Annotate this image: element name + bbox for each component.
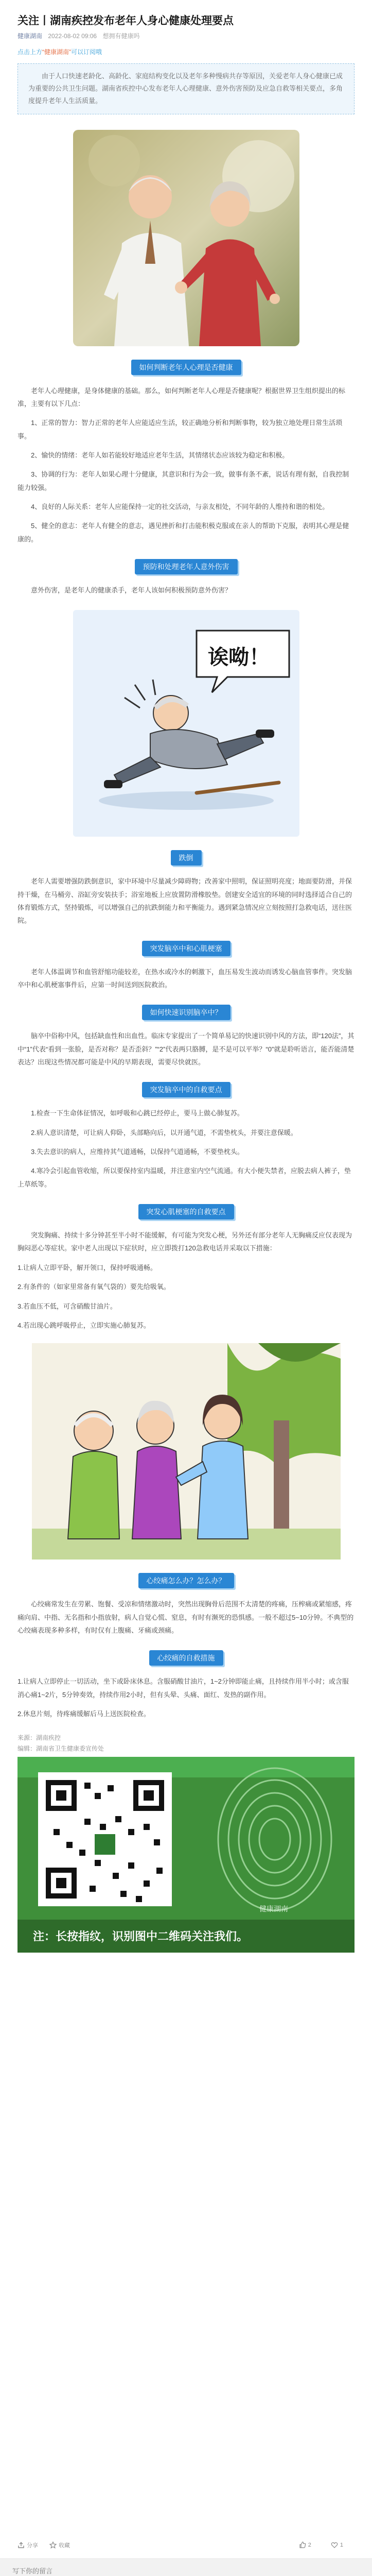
section-heading-stroke-mi: 突发脑卒中和心肌梗塞 (142, 941, 231, 956)
section-heading-mi-selfhelp: 突发心肌梗塞的自救要点 (138, 1204, 234, 1219)
section-6-point-1: 1.检查一下生命体征情况，如呼吸和心跳已经停止，要马上做心肺复苏。 (31, 1109, 244, 1117)
follow-pre: 点击上方 (17, 48, 43, 56)
like-count: 2 (308, 2542, 311, 2548)
family-image (32, 1343, 341, 1560)
share-label: 分享 (27, 2543, 38, 2549)
article-title: 关注丨湖南疾控发布老年人身心健康处理要点 (17, 15, 234, 27)
section-heading-identify-stroke: 如何快速识别脑卒中？ (142, 1005, 231, 1020)
article-action-bar (0, 2535, 372, 2555)
share-button[interactable] (17, 2541, 38, 2549)
qr-code-banner[interactable] (17, 1757, 355, 1953)
elderly-couple-image (73, 130, 299, 346)
editor-line: 编辑：湖南省卫生健康委宣传处 (17, 1744, 104, 1752)
section-7-point-1: 1.让病人立即平卧，解开领口，保持呼吸通畅。 (17, 1263, 157, 1272)
follow-account[interactable]: “健康湖南” (42, 48, 72, 56)
section-1-intro: 老年人心理健康，是身体健康的基础。那么，如何判断老年人心理是否健康呢？根据世界卫生组织提出的标准，主要有以下几点： (17, 386, 346, 408)
heart-icon (331, 2541, 338, 2549)
thumbs-up-icon (299, 2541, 306, 2549)
intro-box (17, 63, 355, 114)
section-heading-mental-health: 如何判断老年人心理是否健康 (131, 360, 241, 375)
author-link[interactable]: 健康湖南 (17, 32, 43, 40)
section-7-text: 突发胸痛、持续十多分钟甚至半小时不能缓解，有可能为突发心梗，另外还有部分老年人无胸痛反应仅表现为胸闷恶心等症状。家中老人出现以下症状时，应立即拨打120急救电话并采取以下措施： (17, 1231, 352, 1252)
share-hint: 想拥有健康吗 (102, 32, 140, 40)
qr-banner-image (17, 1757, 355, 1953)
section-1-point-2: 2、愉快的情绪：老年人如若能较好地适应老年生活，其情绪状态应该较为稳定和积极。 (31, 451, 289, 459)
elderly-couple-photo (73, 130, 299, 346)
section-7-point-3: 3.若血压不低，可含硝酸甘油片。 (17, 1302, 117, 1310)
section-1-point-5: 5、健全的意志：老年人有健全的意志，遇见挫折和打击能积极克服或在亲人的帮助下克服，表明其心理是健康的。 (17, 522, 349, 543)
section-8-text: 心绞痛常发生在劳累、饱餐、受凉和情绪激动时，突然出现胸骨后范围不太清楚的疼痛，压榨痛或紧缩感，疼痛向肩、中指、无名指和小指放射，病人自觉心慌、窒息，有时有濒死的恐惧感。一般不超过5~10分钟。不典型的心绞痛表现多种多样，有时仅有上腹痛、牙痛或颈痛。 (17, 1600, 354, 1634)
intro-text: 由于人口快速老龄化、高龄化、家庭结构变化以及老年多种慢病共存等原因，关爱老年人身心健康已成为重要的公共卫生问题。湖南省疾控中心发布老年人心理健康、意外伤害预防及应急自救等相关要点，多角度提升老年人生活质量。 (28, 72, 343, 105)
favorite-label: 收藏 (59, 2543, 70, 2549)
section-1-point-3: 3、协调的行为：老年人如果心理十分健康，其意识和行为会一致，做事有条不紊，说话有理有据，自我控制能力较强。 (17, 470, 349, 492)
fall-comic-illustration (73, 610, 299, 837)
watching-count: 1 (340, 2542, 343, 2548)
section-2-intro: 意外伤害，是老年人的健康杀手，老年人该如何积极预防意外伤害？ (31, 586, 232, 594)
source-line: 来源：湖南疾控 (17, 1734, 61, 1742)
watching-button[interactable] (331, 2541, 343, 2549)
fall-comic-image (73, 610, 299, 837)
favorite-button[interactable] (49, 2541, 70, 2549)
section-6-point-2: 2.病人意识清楚，可让病人仰卧，头部略向后，以开通气道，不需垫枕头，并要注意保暖。 (31, 1128, 297, 1137)
qr-caption: 注：长按指纹，识别图中二维码关注我们。 (33, 1930, 249, 1944)
section-4-text: 老年人体温调节和血管舒缩功能较差，在热水或冷水的刺激下，血压易发生波动而诱发心脑血管事件。突发脑卒中和心肌梗塞事件后，应第一时间送到医院救治。 (17, 968, 352, 989)
comic-exclamation: 诶呦！ (207, 646, 270, 670)
section-3-text: 老年人需要增强防跌倒意识，家中环境中尽量减少障碍物；改善家中照明，保证照明亮度；地面要防滑，并保持干燥，在马桶旁、浴缸旁安装扶手；浴室地板上应放置防滑橡胶垫。创建安全适宜的环境的同时选择适合自己的体育锻炼方式，坚持锻炼，可以增强自己的抗跌倒能力和平衡能力。遇到紧急情况应立刻按照打急救电话，送往医院。 (17, 877, 352, 925)
share-icon (17, 2541, 25, 2549)
section-heading-angina: 心绞痛怎么办？怎么办？ (138, 1573, 234, 1588)
follow-post: 可以订阅哦 (71, 48, 102, 56)
section-1-point-1: 1、正常的智力：智力正常的老年人应能适应生活，较正确地分析和判断事物，较为独立地处理日常生活琐事。 (17, 419, 343, 440)
qr-watermark: 健康湖南 (259, 1905, 288, 1914)
section-heading-falls: 跌倒 (171, 850, 202, 866)
section-heading-accident-prevention: 预防和处理老年人意外伤害 (135, 559, 238, 574)
follow-prompt[interactable] (17, 47, 355, 56)
article-meta (17, 31, 355, 40)
comment-bar (0, 2558, 372, 2576)
publish-date: 2022-08-02 09:06 (48, 32, 97, 40)
section-6-point-4: 4.寒冷会引起血管收缩，所以要保持室内温暖，并注意室内空气流通。有大小便失禁者，应脱去病人裤子，垫上草纸等。 (17, 1167, 351, 1188)
section-1-point-4: 4、良好的人际关系：老年人应能保持一定的社交活动，与亲友相处，不同年龄的人维持和谐的相处。 (31, 502, 329, 511)
source-info (17, 1733, 355, 1754)
section-7-point-2: 2.有条件的（如家里常备有氧气袋的）要先给吸氧。 (17, 1283, 170, 1291)
section-heading-angina-selfhelp: 心绞痛的自救措施 (149, 1650, 223, 1666)
section-9-point-2: 2.休息片刻，待疼痛缓解后马上送医院检查。 (17, 1709, 150, 1718)
section-6-point-3: 3.失去意识的病人，应维持其气道通畅，以保持气道通畅，不要垫枕头。 (31, 1148, 244, 1156)
comment-input[interactable] (12, 2564, 360, 2576)
section-5-text: 脑卒中俗称中风，包括缺血性和出血性。临床专家提出了一个简单易记的快速识别中风的方法，即“120法”，其中“1”代表“看到一张脸，是否对称？是否歪斜？”“2”代表两只胳膊，是不是可以平举？“0”就是聆听语言，能否能清楚表达？出现这些情况都可能是中风的早期表现，需要尽快就医。 (17, 1032, 355, 1066)
star-icon (49, 2541, 57, 2549)
family-illustration (32, 1343, 341, 1560)
section-heading-stroke-selfhelp: 突发脑卒中的自救要点 (142, 1082, 231, 1097)
like-button[interactable] (299, 2541, 311, 2549)
section-9-point-1: 1.让病人立即停止一切活动，坐下或卧床休息。含服硝酸甘油片，1~2分钟即能止痛，且持续作用半小时；或含服消心痛1~2片，5分钟奏效，持续作用2小时，但有头晕、头痛、面红、发热的副作用。 (17, 1677, 349, 1699)
section-7-point-4: 4.若出现心跳呼吸停止，立即实施心肺复苏。 (17, 1321, 150, 1329)
